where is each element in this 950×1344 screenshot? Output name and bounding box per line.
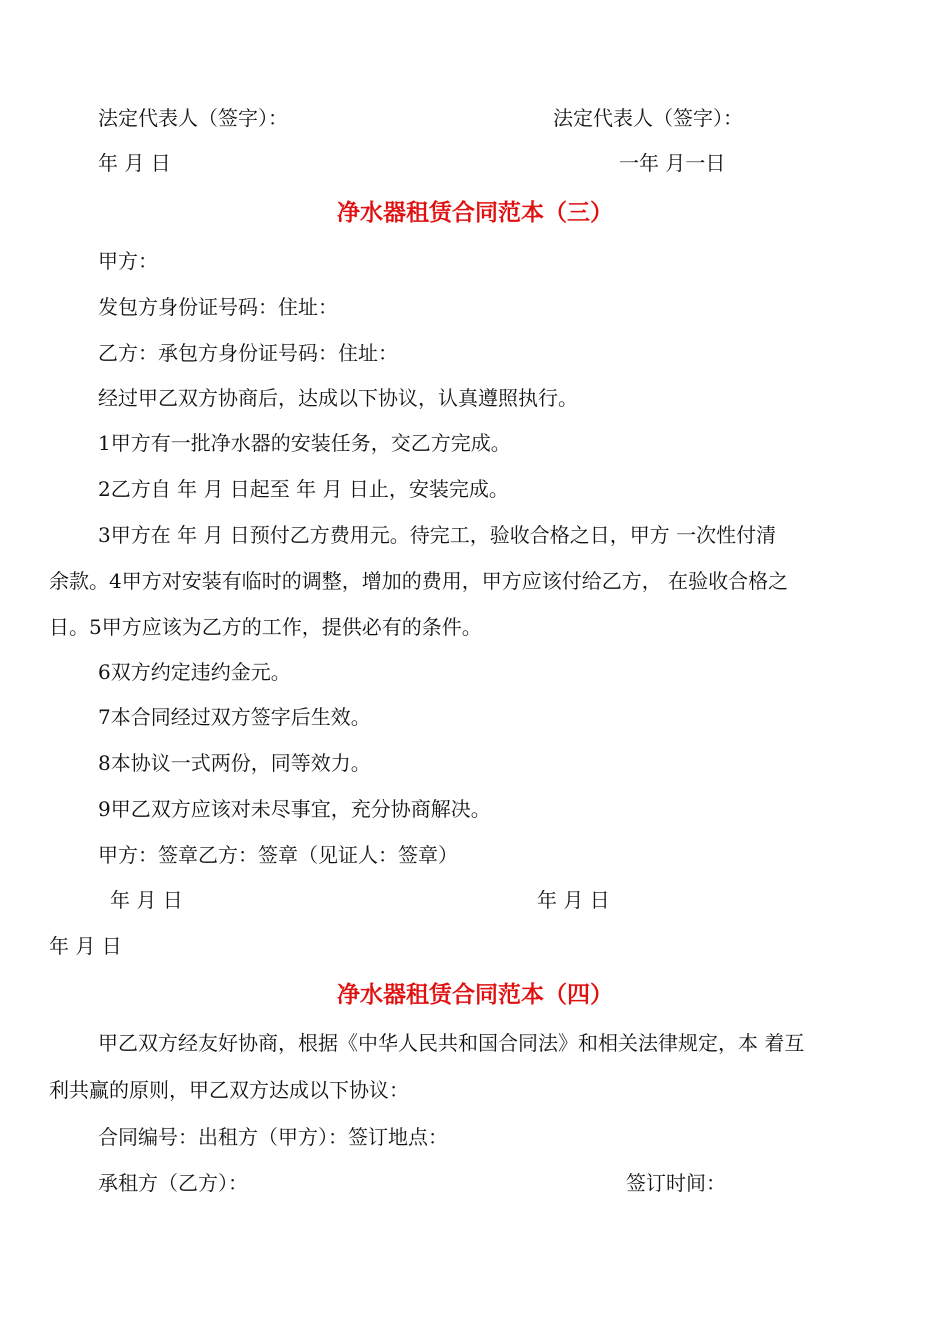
section4-intro-line-2: 利共赢的原则，甲乙双方达成以下协议：	[49, 1078, 409, 1102]
date-left: 年 月 日	[110, 888, 183, 912]
sign-time: 签订时间：	[626, 1171, 726, 1195]
section4-intro-line-1: 甲乙双方经友好协商，根据《中华人民共和国合同法》和相关法律规定，本 着互	[98, 1031, 805, 1055]
clause-9: 9甲乙双方应该对未尽事宜，充分协商解决。	[98, 797, 491, 821]
party-a: 甲方：	[98, 249, 158, 273]
clause-3-line-2: 余款。4甲方对安装有临时的调整，增加的费用，甲方应该付给乙方， 在验收合格之	[49, 569, 789, 593]
clause-1: 1甲方有一批净水器的安装任务，交乙方完成。	[98, 431, 511, 455]
contract-number-line: 合同编号：出租方（甲方）：签订地点：	[98, 1125, 448, 1149]
date-right: 年 月 日	[537, 888, 610, 912]
top-left-date: 年 月 日	[98, 151, 171, 175]
top-right-date: 一年 月一日	[619, 151, 726, 175]
top-right-sign: 法定代表人（签字）：	[553, 106, 743, 130]
party-b: 乙方：承包方身份证号码：住址：	[98, 341, 398, 365]
clause-7: 7本合同经过双方签字后生效。	[98, 705, 371, 729]
clause-3-line-3: 日。5甲方应该为乙方的工作，提供必有的条件。	[49, 615, 482, 639]
lessee-line: 承租方（乙方）：	[98, 1171, 248, 1195]
signature-line: 甲方：签章乙方：签章（见证人：签章）	[98, 843, 458, 867]
clause-2: 2乙方自 年 月 日起至 年 月 日止，安装完成。	[98, 477, 509, 501]
top-left-sign: 法定代表人（签字）：	[98, 106, 288, 130]
date-third: 年 月 日	[49, 934, 122, 958]
clause-3-line-1: 3甲方在 年 月 日预付乙方费用元。待完工，验收合格之日，甲方 一次性付清	[98, 523, 777, 547]
clause-8: 8本协议一式两份，同等效力。	[98, 751, 371, 775]
clause-6: 6双方约定违约金元。	[98, 660, 291, 684]
agreement-intro: 经过甲乙双方协商后，达成以下协议，认真遵照执行。	[98, 386, 578, 410]
issuer-line: 发包方身份证号码：住址：	[98, 295, 338, 319]
section4-title: 净水器租赁合同范本（四）	[337, 982, 613, 1008]
section3-title: 净水器租赁合同范本（三）	[337, 200, 613, 226]
